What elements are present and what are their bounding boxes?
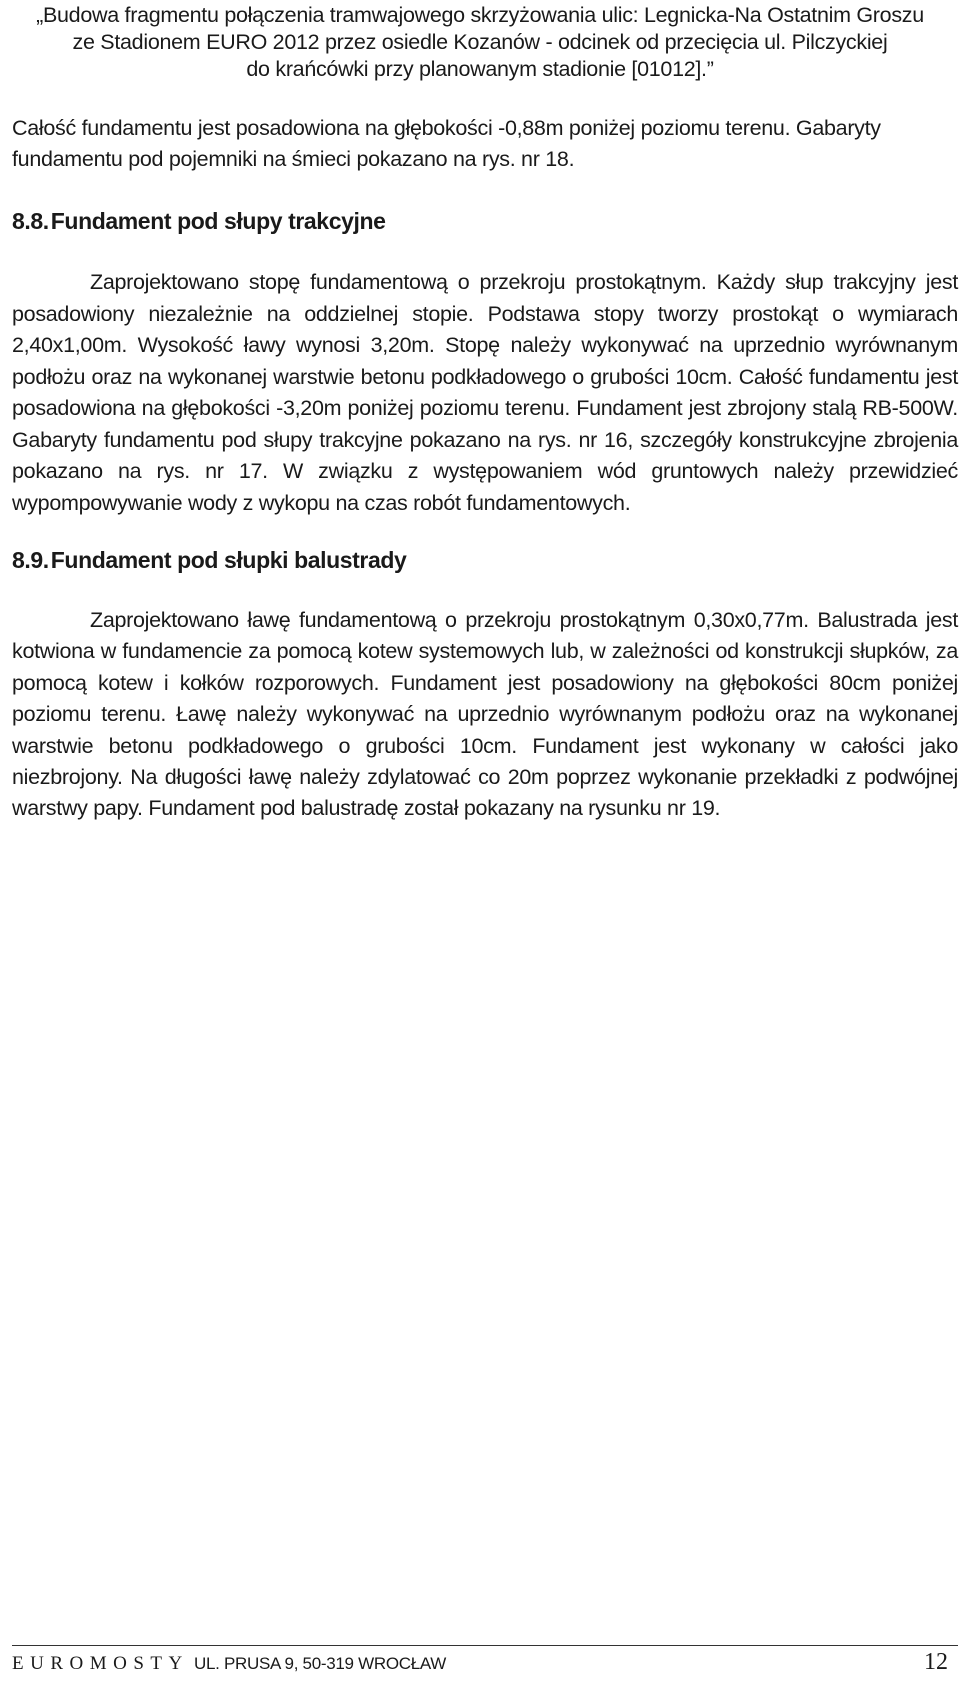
document-header	[0, 2, 960, 83]
intro-paragraph: Całość fundamentu jest posadowiona na głębokości -0,88m poniżej poziomu terenu. Gabaryty fundamentu pod pojemniki na śmieci pokazano na rys. nr 18.	[12, 116, 881, 172]
header-line-3: do krańcówki przy planowanym stadionie [01012].”	[246, 57, 714, 81]
section-8-8-number: 8.8.	[12, 208, 49, 234]
footer-divider	[12, 1645, 958, 1646]
section-8-9-body-text: Zaprojektowano ławę fundamentową o przekroju prostokątnym 0,30x0,77m. Balustrada jest kotwiona w fundamencie za pomocą kotew systemowych lub, w zależności od konstrukcji słupków, za pomocą kotew i kołków rozporowych. Fundament jest posadowiony na głębokości 80cm poniżej poziomu terenu. Ławę należy wykonywać na uprzednio wyrównanym podłożu oraz na wykonanej warstwie betonu podkładowego o grubości 10cm. Fundament jest wykonany w całości jako niezbrojony. Na długości ławę należy zdylatować co 20m poprzez wykonanie przekładki z podwójnej warstwy papy. Fundament pod balustradę został pokazany na rysunku nr 19.	[12, 608, 958, 821]
section-8-9-number: 8.9.	[12, 547, 49, 573]
section-8-8-body	[12, 267, 958, 519]
section-8-9-title: Fundament pod słupki balustrady	[50, 547, 407, 573]
section-8-8-heading	[12, 207, 386, 235]
section-8-9-heading	[12, 546, 406, 574]
footer-brand: EUROMOSTY	[12, 1653, 189, 1674]
footer-company	[12, 1652, 446, 1676]
header-line-2: ze Stadionem EURO 2012 przez osiedle Kozanów - odcinek od przecięcia ul. Pilczyckiej	[72, 30, 888, 54]
section-8-8-body-text: Zaprojektowano stopę fundamentową o przekroju prostokątnym. Każdy słup trakcyjny jest posadowiony niezależnie na oddzielnej stopie. Podstawa stopy tworzy prostokąt o wymiarach 2,40x1,00m. Wysokość ławy wynosi 3,20m. Stopę należy wykonywać na uprzednio wyrównanym podłożu oraz na wykonanej warstwie betonu podkładowego o grubości 10cm. Całość fundamentu jest posadowiona na głębokości -3,20m poniżej poziomu terenu. Fundament jest zbrojony stalą RB-500W. Gabaryty fundamentu pod słupy trakcyjne pokazano na rys. nr 16, szczegóły konstrukcyjne zbrojenia pokazano na rys. nr 17. W związku z występowaniem wód gruntowych należy przewidzieć wypompowywanie wody z wykopu na czas robót fundamentowych.	[12, 270, 958, 515]
section-8-8-title: Fundament pod słupy trakcyjne	[50, 208, 386, 234]
header-line-1: „Budowa fragmentu połączenia tramwajowego skrzyżowania ulic: Legnicka-Na Ostatnim Groszu	[36, 3, 924, 27]
footer-address: UL. PRUSA 9, 50-319 WROCŁAW	[194, 1654, 447, 1673]
page-number: 12	[924, 1649, 948, 1675]
section-8-9-body	[12, 605, 958, 825]
